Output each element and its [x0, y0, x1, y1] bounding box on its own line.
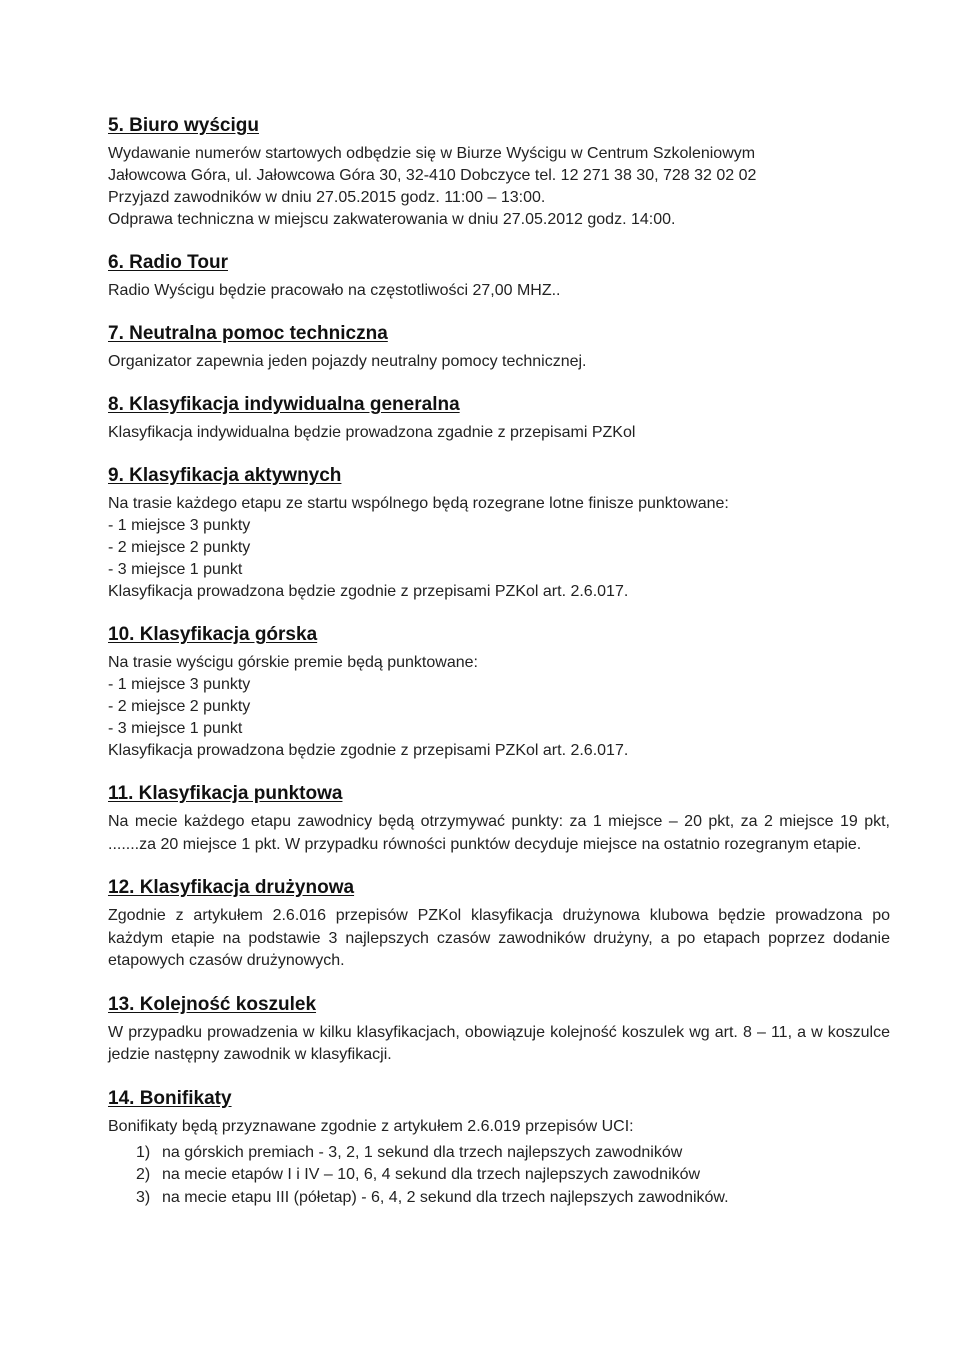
list-item-text: na górskich premiach - 3, 2, 1 sekund dla trzech najlepszych zawodników [162, 1143, 683, 1161]
text-line: Wydawanie numerów startowych odbędzie się w Biurze Wyścigu w Centrum Szkoleniowym [108, 145, 756, 162]
section-heading: 13. Kolejność koszulek [108, 993, 317, 1015]
text-line: Na trasie wyścigu górskie premie będą punktowane: [108, 654, 478, 671]
text-paragraph: Zgodnie z artykułem 2.6.016 przepisów PZKol klasyfikacja drużynowa klubowa będzie prowadzona po każdym etapie na podstawie 3 najlepszych czasów zawodników drużyny, a po etapach poprzez dodanie etapowych czasów drużynowych. [108, 907, 890, 969]
text-line: - 3 miejsce 1 punkt [108, 720, 243, 737]
text-line: Klasyfikacja indywidualna będzie prowadzona zgadnie z przepisami PZKol [108, 424, 636, 441]
list-item-text: na mecie etapów I i IV – 10, 6, 4 sekund dla trzech najlepszych zawodników [162, 1166, 701, 1183]
section-jersey-order [108, 993, 890, 1067]
text-line: Radio Wyścigu będzie pracowało na częstotliwości 27,00 MHZ.. [108, 282, 561, 299]
section-heading: 5. Biuro wyścigu [108, 115, 259, 136]
section-neutral-support [108, 322, 890, 373]
list-item-number: 3) [136, 1188, 151, 1206]
text-line: Organizator zapewnia jeden pojazdy neutralny pomocy technicznej. [108, 353, 587, 370]
section-general-classification [108, 393, 890, 444]
text-line: - 3 miejsce 1 punkt [108, 561, 243, 578]
section-heading: 7. Neutralna pomoc techniczna [108, 323, 388, 344]
section-heading: 10. Klasyfikacja górska [108, 624, 318, 645]
text-line: Jałowcowa Góra, ul. Jałowcowa Góra 30, 32-410 Dobczyce tel. 12 271 38 30, 728 32 02 02 [108, 167, 757, 184]
text-line: Klasyfikacja prowadzona będzie zgodnie z przepisami PZKol art. 2.6.017. [108, 742, 629, 759]
list-item [108, 1142, 890, 1165]
text-paragraph: Na mecie każdego etapu zawodnicy będą otrzymywać punkty: za 1 miejsce – 20 pkt, za 2 miejsce 19 pkt, .......za 20 miejsce 1 pkt. W przypadku równości punktów decyduje miejsce na ostatnio rozegranym etapie. [108, 813, 890, 853]
text-line: Odprawa techniczna w miejscu zakwaterowania w dniu 27.05.2012 godz. 14:00. [108, 211, 676, 228]
list-item-text: na mecie etapu III (półetap) - 6, 4, 2 sekund dla trzech najlepszych zawodników. [162, 1188, 729, 1206]
text-line: Na trasie każdego etapu ze startu wspólnego będą rozegrane lotne finisze punktowane: [108, 495, 729, 512]
list-item [108, 1187, 890, 1210]
section-heading: 8. Klasyfikacja indywidualna generalna [108, 394, 460, 415]
section-active-classification [108, 464, 890, 603]
section-radio-tour [108, 251, 890, 302]
section-points-classification [108, 782, 890, 856]
section-heading: 6. Radio Tour [108, 252, 228, 273]
list-item [108, 1164, 890, 1187]
text-line: Przyjazd zawodników w dniu 27.05.2015 godz. 11:00 – 13:00. [108, 189, 546, 206]
section-race-office [108, 114, 890, 231]
section-mountain-classification [108, 623, 890, 762]
text-line: - 1 miejsce 3 punkty [108, 676, 251, 693]
section-heading: 12. Klasyfikacja drużynowa [108, 877, 355, 898]
section-bonuses [108, 1087, 890, 1210]
text-line: Klasyfikacja prowadzona będzie zgodnie z przepisami PZKol art. 2.6.017. [108, 583, 629, 600]
section-team-classification [108, 876, 890, 973]
text-line: - 2 miejsce 2 punkty [108, 698, 251, 715]
text-paragraph: W przypadku prowadzenia w kilku klasyfikacjach, obowiązuje kolejność koszulek wg art. 8 – 11, a w koszulce jedzie następny zawodnik w klasyfikacji. [108, 1023, 890, 1063]
section-heading: 9. Klasyfikacja aktywnych [108, 465, 342, 486]
bonus-list [108, 1142, 890, 1210]
list-item-number: 1) [136, 1143, 151, 1161]
text-line: Bonifikaty będą przyznawane zgodnie z artykułem 2.6.019 przepisów UCI: [108, 1117, 634, 1135]
text-line: - 2 miejsce 2 punkty [108, 539, 251, 556]
text-line: - 1 miejsce 3 punkty [108, 517, 251, 534]
list-item-number: 2) [136, 1166, 151, 1183]
section-heading: 11. Klasyfikacja punktowa [108, 783, 343, 804]
section-heading: 14. Bonifikaty [108, 1087, 232, 1109]
